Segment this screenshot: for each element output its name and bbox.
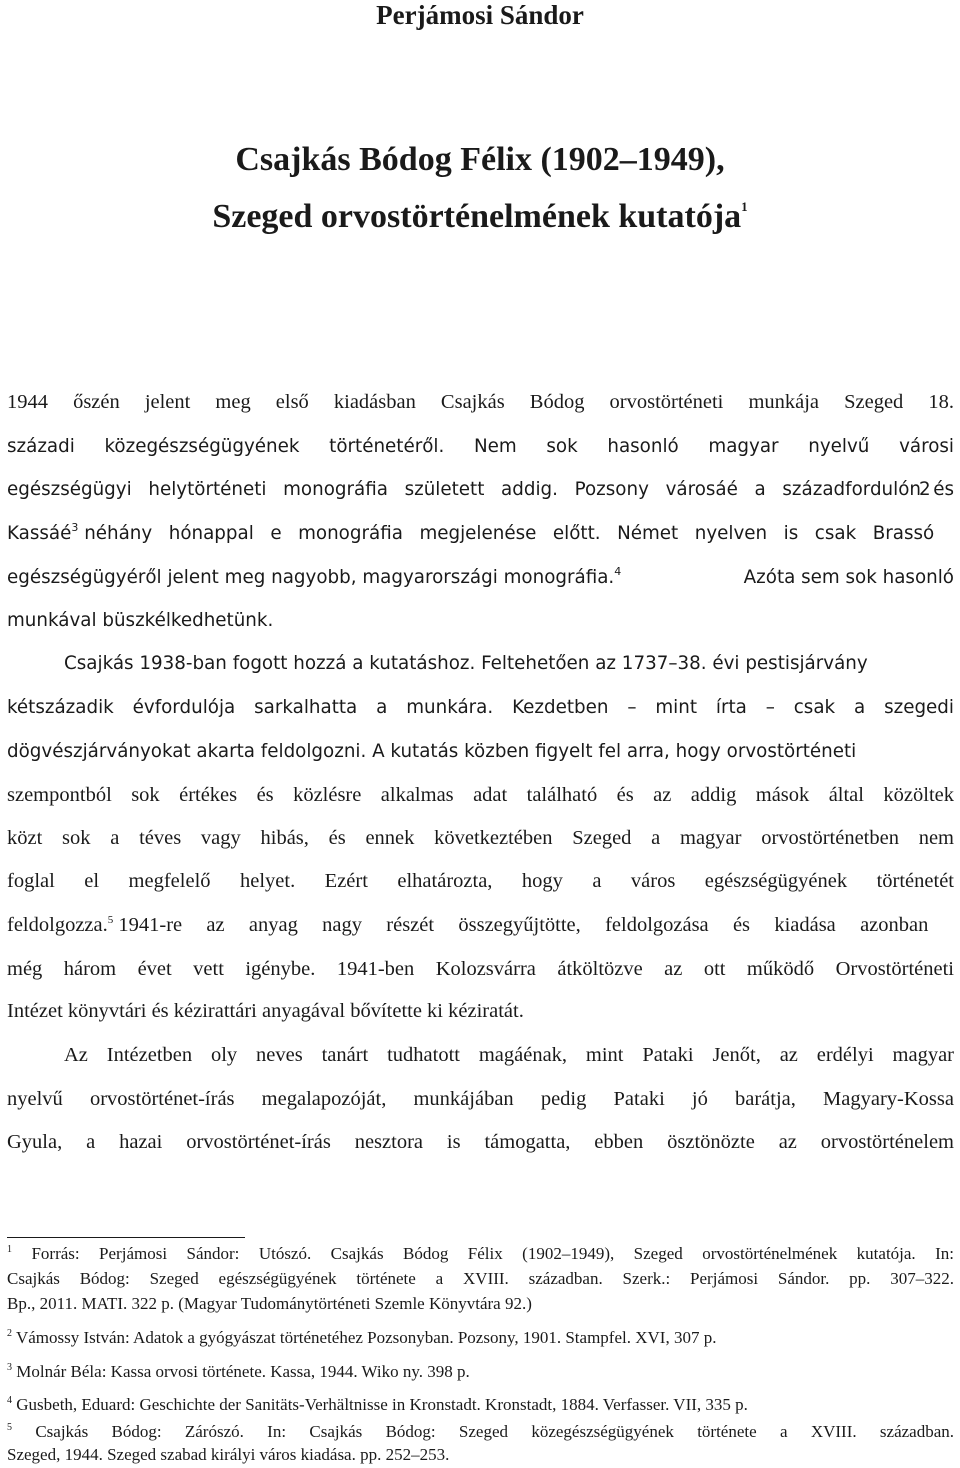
body-line-text: feldolgozza.: [7, 914, 108, 936]
body-line: munkával büszkélkedhetünk.: [7, 610, 274, 631]
footnote-1: [7, 1242, 954, 1266]
footnote-text: Forrás: Perjámosi Sándor: Utószó. Csajkás Bódog Félix (1902–1949), Szeged orvostörténelmének kutatója. In:: [31, 1244, 955, 1263]
body-line-text: dögvészjárványokat akarta feldolgozni. A kutatás közben figyelt fel arra, hogy orvostörténeti: [7, 741, 857, 762]
footnote-text: Csajkás Bódog: Zárószó. In: Csajkás Bódog: Szeged közegészségügyének története a XVIII. században.: [35, 1422, 955, 1441]
body-line-text: Kassáé: [7, 523, 72, 544]
body-line-text: egészségügyéről jelent meg nagyobb, magyarországi monográfia.: [7, 567, 615, 588]
article-title-line-1: Csajkás Bódog Félix (1902–1949),: [235, 141, 725, 178]
footnote-number: 2: [7, 1328, 12, 1339]
footnote-number: 5: [7, 1422, 12, 1433]
footnote-number: 4: [7, 1395, 12, 1406]
footnote-number: 1: [7, 1244, 12, 1255]
body-line: Gyula, a hazai orvostörténet-írás nesztora is támogatta, ebben ösztönözte az orvostörténelem: [7, 1131, 954, 1153]
body-line: [7, 738, 954, 766]
body-line: századi közegészségügyének történetéről. Nem sok hasonló magyar nyelvű városi: [7, 436, 954, 457]
footnote-ref-2: 2: [919, 479, 931, 500]
body-line: Az Intézetben oly neves tanárt tudhatott magáénak, mint Pataki Jenőt, az erdélyi magyar: [64, 1044, 954, 1066]
body-line: foglal el megfelelő helyet. Ezért elhatározta, hogy a város egészségügyének történetét: [7, 870, 954, 892]
footnote-number: 3: [7, 1362, 12, 1373]
body-line-text: néhány hónappal e monográfia megjelenése előtt. Német nyelven is csak Brassó: [84, 523, 935, 544]
footnote-ref-5: 5: [107, 914, 114, 926]
footnote-1-cont: Bp., 2011. MATI. 322 p. (Magyar Tudománytörténeti Szemle Könyvtára 92.): [7, 1294, 532, 1313]
title-footnote-ref: 1: [741, 199, 748, 214]
footnote-text: Molnár Béla: Kassa orvosi története. Kassa, 1944. Wiko ny. 398 p.: [16, 1362, 470, 1381]
body-line: szempontból sok értékes és közlésre alkalmas adat található és az addig mások által közöltek: [7, 784, 954, 806]
footnote-5-cont: Szeged, 1944. Szeged szabad királyi város kiadása. pp. 252–253.: [7, 1445, 450, 1464]
body-line: Csajkás 1938-ban fogott hozzá a kutatáshoz. Feltehetően az 1737–38. évi pestisjárvány: [64, 653, 868, 674]
footnote-ref-4: 4: [614, 565, 622, 578]
author-name: Perjámosi Sándor: [376, 0, 584, 30]
footnote-1-cont: Csajkás Bódog: Szeged egészségügyének története a XVIII. században. Szerk.: Perjámosi Sándor. pp. 307–322.: [7, 1269, 954, 1288]
footnote-text: Vámossy István: Adatok a gyógyászat történetéhez Pozsonyban. Pozsony, 1901. Stampfel. XVI, 307 p.: [15, 1328, 717, 1347]
body-line: Intézet könyvtári és kézirattári anyagával bővítette ki kéziratát.: [7, 1000, 524, 1022]
body-line: még három évet vett igénybe. 1941-ben Kolozsvárra átköltözve az ott működő Orvostörténeti: [7, 958, 954, 980]
body-line-text: 1941-re az anyag nagy részét összegyűjtötte, feldolgozása és kiadása azonban: [118, 914, 929, 936]
footnote-separator: [7, 1237, 245, 1238]
footnote-2: [7, 1326, 954, 1350]
footnote-3: [7, 1360, 954, 1384]
body-line: kétszázadik évfordulója sarkalhatta a munkára. Kezdetben – mint írta – csak a szegedi: [7, 697, 954, 718]
article-title-text: Szeged orvostörténelmének kutatója: [212, 198, 742, 235]
body-line: közt sok a téves vagy hibás, és ennek következtében Szeged a magyar orvostörténetben nem: [7, 827, 954, 849]
body-line-text: és: [933, 479, 954, 500]
body-line: [7, 911, 954, 939]
body-line: [7, 476, 954, 504]
body-line-text: Azóta sem sok hasonló: [743, 567, 954, 588]
body-line: nyelvű orvostörténet-írás megalapozóját, munkájában pedig Pataki jó barátja, Magyary-Kossa: [7, 1088, 954, 1110]
body-line-text: egészségügyi helytörténeti monográfia született addig. Pozsony városáé a századfordulón: [7, 479, 921, 500]
footnote-5: [7, 1420, 954, 1444]
footnote-ref-3: 3: [71, 521, 79, 534]
body-line: 1944 őszén jelent meg első kiadásban Csajkás Bódog orvostörténeti munkája Szeged 18.: [7, 391, 954, 413]
body-line: [7, 520, 954, 548]
footnote-text: Gusbeth, Eduard: Geschichte der Sanitäts-Verhältnisse in Kronstadt. Kronstadt, 1884. Verfasser. VII, 335 p.: [16, 1395, 748, 1414]
article-title-line-2: [0, 197, 960, 237]
body-line: [7, 564, 954, 592]
footnote-4: [7, 1393, 954, 1417]
